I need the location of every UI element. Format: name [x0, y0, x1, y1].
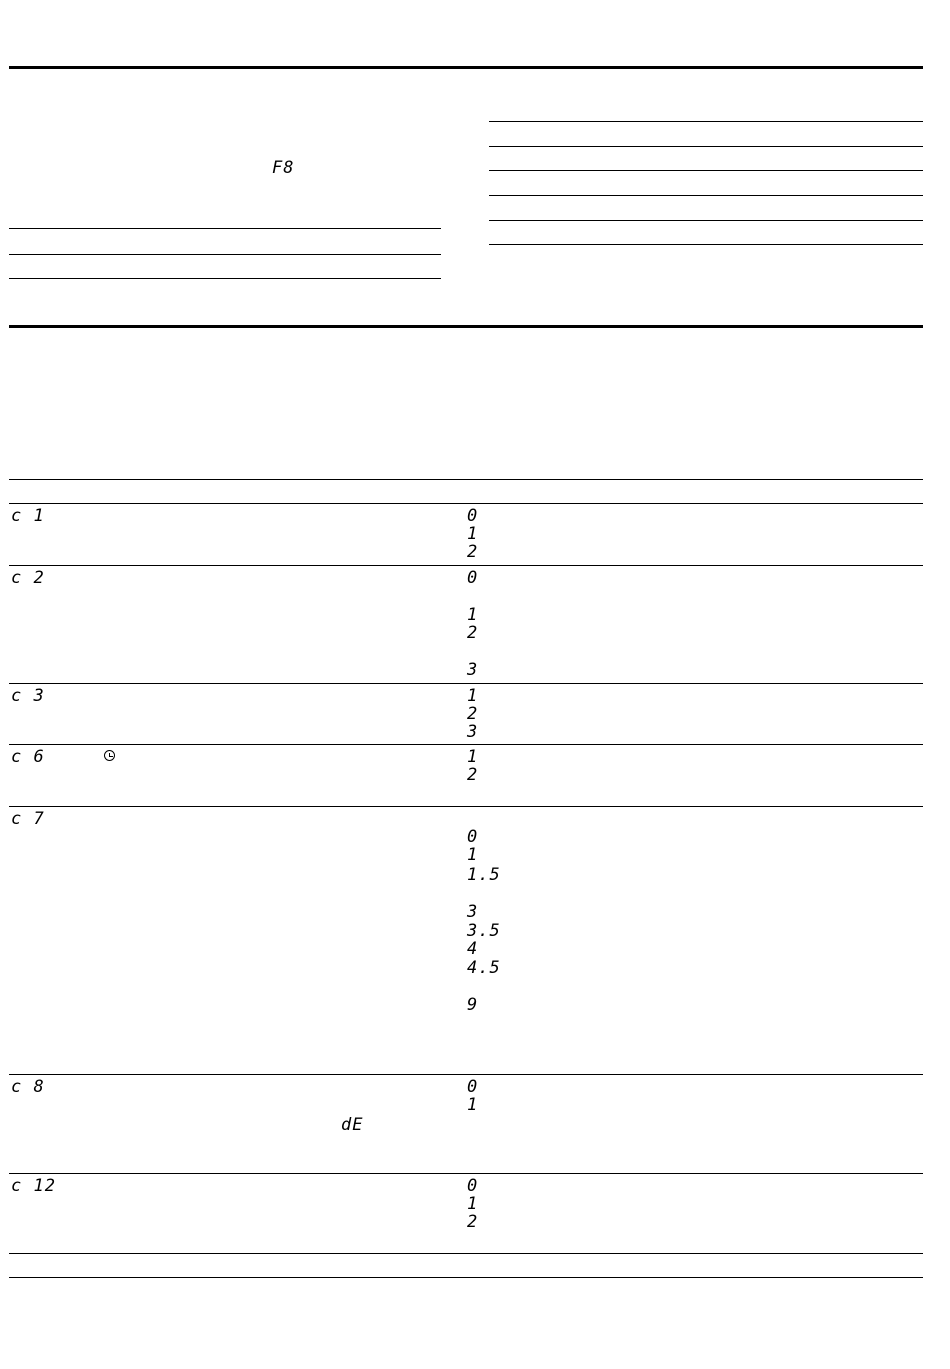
- setting-code-c3: c 3: [11, 686, 45, 706]
- row-divider: [9, 565, 923, 566]
- setting-code-c7: c 7: [11, 809, 45, 829]
- setting-value: 1: [467, 747, 479, 767]
- right-form-line-2: [489, 146, 923, 147]
- setting-value: 2: [467, 765, 479, 785]
- row-divider: [9, 806, 923, 807]
- right-form-line-4: [489, 195, 923, 196]
- setting-value: 2: [467, 1212, 479, 1232]
- setting-value: 1: [467, 1095, 479, 1115]
- inline-display-code: dE: [341, 1115, 364, 1135]
- section-divider: [9, 325, 923, 328]
- setting-code-c2: c 2: [11, 568, 45, 588]
- left-form-line-3: [9, 278, 441, 279]
- setting-value: 1: [467, 686, 479, 706]
- row-divider: [9, 744, 923, 745]
- setting-code-c1: c 1: [11, 506, 45, 526]
- right-form-line-5: [489, 220, 923, 221]
- row-divider: [9, 1173, 923, 1174]
- setting-value: 2: [467, 542, 479, 562]
- setting-value: 2: [467, 623, 479, 643]
- row-divider: [9, 683, 923, 684]
- setting-value: 1: [467, 845, 479, 865]
- table-bottom-line: [9, 1277, 923, 1278]
- setting-value: 0: [467, 827, 479, 847]
- setting-value: 3: [467, 660, 479, 680]
- setting-value: 0: [467, 1176, 479, 1196]
- setting-value: 0: [467, 506, 479, 526]
- setting-code-c6: c 6: [11, 747, 45, 767]
- top-border: [9, 66, 923, 69]
- setting-value: 1: [467, 605, 479, 625]
- setting-value: 9: [467, 995, 479, 1015]
- setting-value: 3: [467, 722, 479, 742]
- setting-value: 4.5: [467, 958, 501, 978]
- setting-value: 2: [467, 704, 479, 724]
- left-form-line-2: [9, 254, 441, 255]
- table-header-line: [9, 503, 923, 504]
- right-form-line-1: [489, 121, 923, 122]
- error-code-display: F8: [272, 158, 295, 178]
- setting-value: 3: [467, 902, 479, 922]
- setting-value: 0: [467, 568, 479, 588]
- setting-value: 1: [467, 524, 479, 544]
- setting-value: 1: [467, 1194, 479, 1214]
- table-top-line: [9, 479, 923, 480]
- right-form-line-6: [489, 244, 923, 245]
- right-form-line-3: [489, 170, 923, 171]
- setting-value: 0: [467, 1077, 479, 1097]
- setting-value: 1.5: [467, 865, 501, 885]
- left-form-line-1: [9, 228, 441, 229]
- setting-value: 4: [467, 939, 479, 959]
- row-divider: [9, 1074, 923, 1075]
- row-divider: [9, 1253, 923, 1254]
- setting-code-c12: c 12: [11, 1176, 56, 1196]
- setting-value: 3.5: [467, 921, 501, 941]
- clock-icon: [104, 750, 115, 761]
- setting-code-c8: c 8: [11, 1077, 45, 1097]
